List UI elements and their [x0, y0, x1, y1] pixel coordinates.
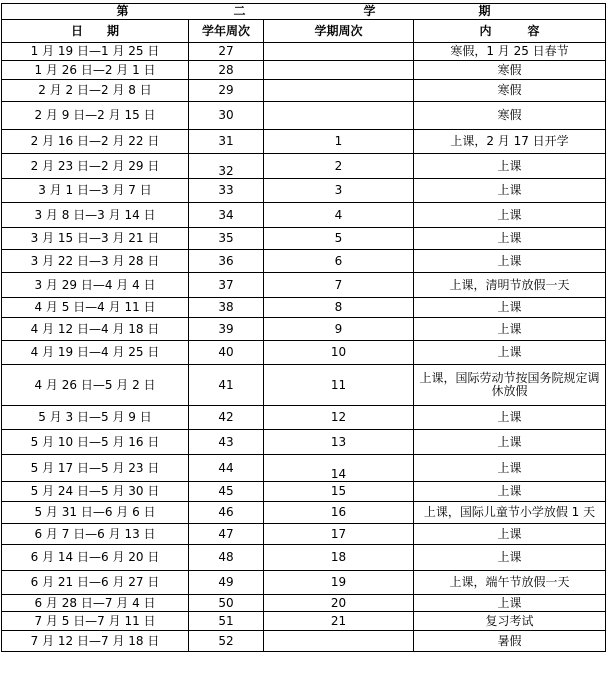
- date-cell: 4 月 5 日—4 月 11 日: [2, 298, 189, 318]
- content-cell: 上课: [414, 524, 606, 545]
- content-cell: 上课: [414, 430, 606, 455]
- semester-week-cell: 8: [264, 298, 414, 318]
- content-cell: 复习考试: [414, 612, 606, 631]
- semester-title-row: [2, 4, 606, 20]
- semester-week-cell: 14: [264, 455, 414, 482]
- academic-week-cell: 46: [189, 502, 264, 524]
- table-row: [2, 406, 606, 430]
- date-cell: 7 月 5 日—7 月 11 日: [2, 612, 189, 631]
- header-semester-week: 学期周次: [264, 20, 414, 43]
- academic-week-cell: 43: [189, 430, 264, 455]
- date-cell: 4 月 26 日—5 月 2 日: [2, 365, 189, 406]
- academic-week-cell: 44: [189, 455, 264, 482]
- table-row: [2, 455, 606, 482]
- semester-week-cell: 13: [264, 430, 414, 455]
- date-cell: 5 月 3 日—5 月 9 日: [2, 406, 189, 430]
- content-cell: 上课，国际儿童节小学放假 1 天: [414, 502, 606, 524]
- table-row: [2, 203, 606, 228]
- academic-week-cell: 33: [189, 179, 264, 203]
- table-row: [2, 571, 606, 595]
- content-cell: 上课: [414, 179, 606, 203]
- semester-week-cell: [264, 43, 414, 61]
- table-row: [2, 102, 606, 130]
- academic-week-cell: 38: [189, 298, 264, 318]
- table-row: [2, 80, 606, 102]
- date-cell: 2 月 2 日—2 月 8 日: [2, 80, 189, 102]
- semester-week-cell: 21: [264, 612, 414, 631]
- semester-title-char-2: 二: [233, 4, 246, 18]
- content-cell: 上课，清明节放假一天: [414, 273, 606, 298]
- content-cell: 暑假: [414, 631, 606, 652]
- academic-week-cell: 45: [189, 482, 264, 502]
- table-row: [2, 502, 606, 524]
- academic-week-cell: 49: [189, 571, 264, 595]
- content-cell: 寒假，1 月 25 日春节: [414, 43, 606, 61]
- semester-title-char-3: 学: [363, 4, 376, 18]
- content-cell: 上课: [414, 154, 606, 179]
- date-cell: 3 月 22 日—3 月 28 日: [2, 250, 189, 273]
- date-cell: 1 月 26 日—2 月 1 日: [2, 61, 189, 80]
- semester-week-cell: 11: [264, 365, 414, 406]
- table-row: [2, 298, 606, 318]
- date-cell: 5 月 10 日—5 月 16 日: [2, 430, 189, 455]
- table-row: [2, 154, 606, 179]
- semester-week-cell: 20: [264, 595, 414, 612]
- table-row: [2, 545, 606, 571]
- content-cell: 上课: [414, 545, 606, 571]
- semester-week-cell: 19: [264, 571, 414, 595]
- academic-week-cell: 47: [189, 524, 264, 545]
- schedule-table-body: [2, 4, 606, 652]
- academic-week-cell: 29: [189, 80, 264, 102]
- semester-week-cell: 4: [264, 203, 414, 228]
- academic-week-cell: 31: [189, 130, 264, 154]
- schedule-table: [1, 3, 606, 652]
- table-row: [2, 612, 606, 631]
- semester-week-cell: 2: [264, 154, 414, 179]
- date-cell: 6 月 14 日—6 月 20 日: [2, 545, 189, 571]
- date-cell: 1 月 19 日—1 月 25 日: [2, 43, 189, 61]
- date-cell: 5 月 24 日—5 月 30 日: [2, 482, 189, 502]
- semester-title: [2, 4, 606, 20]
- semester-week-cell: [264, 80, 414, 102]
- table-row: [2, 341, 606, 365]
- semester-week-cell: 15: [264, 482, 414, 502]
- semester-week-cell: 18: [264, 545, 414, 571]
- semester-week-cell: 7: [264, 273, 414, 298]
- table-row: [2, 631, 606, 652]
- date-cell: 3 月 1 日—3 月 7 日: [2, 179, 189, 203]
- academic-week-cell: 35: [189, 228, 264, 250]
- table-row: [2, 228, 606, 250]
- table-row: [2, 43, 606, 61]
- content-cell: 上课，端午节放假一天: [414, 571, 606, 595]
- semester-week-cell: 9: [264, 318, 414, 341]
- academic-week-cell: 50: [189, 595, 264, 612]
- header-date: 日 期: [2, 20, 189, 43]
- content-cell: 上课: [414, 455, 606, 482]
- table-row: [2, 365, 606, 406]
- academic-week-cell: 42: [189, 406, 264, 430]
- academic-week-cell: 52: [189, 631, 264, 652]
- date-cell: 5 月 31 日—6 月 6 日: [2, 502, 189, 524]
- content-cell: 寒假: [414, 80, 606, 102]
- semester-title-char-1: 第: [116, 4, 129, 18]
- date-cell: 6 月 7 日—6 月 13 日: [2, 524, 189, 545]
- table-row: [2, 179, 606, 203]
- content-cell: 上课: [414, 298, 606, 318]
- content-cell: 上课: [414, 228, 606, 250]
- content-cell: 上课: [414, 341, 606, 365]
- content-cell: 上课，国际劳动节按国务院规定调休放假: [414, 365, 606, 406]
- semester-week-cell: [264, 631, 414, 652]
- academic-week-cell: 39: [189, 318, 264, 341]
- table-row: [2, 524, 606, 545]
- table-row: [2, 273, 606, 298]
- header-row: [2, 20, 606, 43]
- date-cell: 2 月 9 日—2 月 15 日: [2, 102, 189, 130]
- semester-week-cell: 5: [264, 228, 414, 250]
- academic-week-cell: 48: [189, 545, 264, 571]
- academic-week-cell: 36: [189, 250, 264, 273]
- table-row: [2, 430, 606, 455]
- content-cell: 上课: [414, 318, 606, 341]
- date-cell: 7 月 12 日—7 月 18 日: [2, 631, 189, 652]
- semester-week-cell: 1: [264, 130, 414, 154]
- date-cell: 4 月 19 日—4 月 25 日: [2, 341, 189, 365]
- table-row: [2, 318, 606, 341]
- semester-week-cell: 12: [264, 406, 414, 430]
- date-cell: 4 月 12 日—4 月 18 日: [2, 318, 189, 341]
- content-cell: 上课: [414, 595, 606, 612]
- date-cell: 3 月 15 日—3 月 21 日: [2, 228, 189, 250]
- academic-week-cell: 37: [189, 273, 264, 298]
- academic-week-cell: 51: [189, 612, 264, 631]
- date-cell: 2 月 16 日—2 月 22 日: [2, 130, 189, 154]
- academic-week-cell: 32: [189, 154, 264, 179]
- table-row: [2, 130, 606, 154]
- date-cell: 6 月 28 日—7 月 4 日: [2, 595, 189, 612]
- academic-week-cell: 30: [189, 102, 264, 130]
- date-cell: 3 月 29 日—4 月 4 日: [2, 273, 189, 298]
- semester-week-cell: 16: [264, 502, 414, 524]
- header-content: 内 容: [414, 20, 606, 43]
- date-cell: 6 月 21 日—6 月 27 日: [2, 571, 189, 595]
- academic-week-cell: 28: [189, 61, 264, 80]
- date-cell: 3 月 8 日—3 月 14 日: [2, 203, 189, 228]
- semester-week-cell: 17: [264, 524, 414, 545]
- semester-week-cell: [264, 102, 414, 130]
- header-academic-week: 学年周次: [189, 20, 264, 43]
- academic-week-cell: 41: [189, 365, 264, 406]
- table-row: [2, 250, 606, 273]
- table-row: [2, 482, 606, 502]
- academic-week-cell: 27: [189, 43, 264, 61]
- semester-week-cell: [264, 61, 414, 80]
- academic-week-cell: 34: [189, 203, 264, 228]
- content-cell: 上课: [414, 406, 606, 430]
- semester-title-char-4: 期: [478, 4, 491, 18]
- content-cell: 上课，2 月 17 日开学: [414, 130, 606, 154]
- date-cell: 5 月 17 日—5 月 23 日: [2, 455, 189, 482]
- table-row: [2, 61, 606, 80]
- semester-week-cell: 10: [264, 341, 414, 365]
- table-row: [2, 595, 606, 612]
- content-cell: 寒假: [414, 61, 606, 80]
- content-cell: 上课: [414, 250, 606, 273]
- semester-week-cell: 3: [264, 179, 414, 203]
- content-cell: 寒假: [414, 102, 606, 130]
- semester-week-cell: 6: [264, 250, 414, 273]
- content-cell: 上课: [414, 482, 606, 502]
- academic-week-cell: 40: [189, 341, 264, 365]
- date-cell: 2 月 23 日—2 月 29 日: [2, 154, 189, 179]
- content-cell: 上课: [414, 203, 606, 228]
